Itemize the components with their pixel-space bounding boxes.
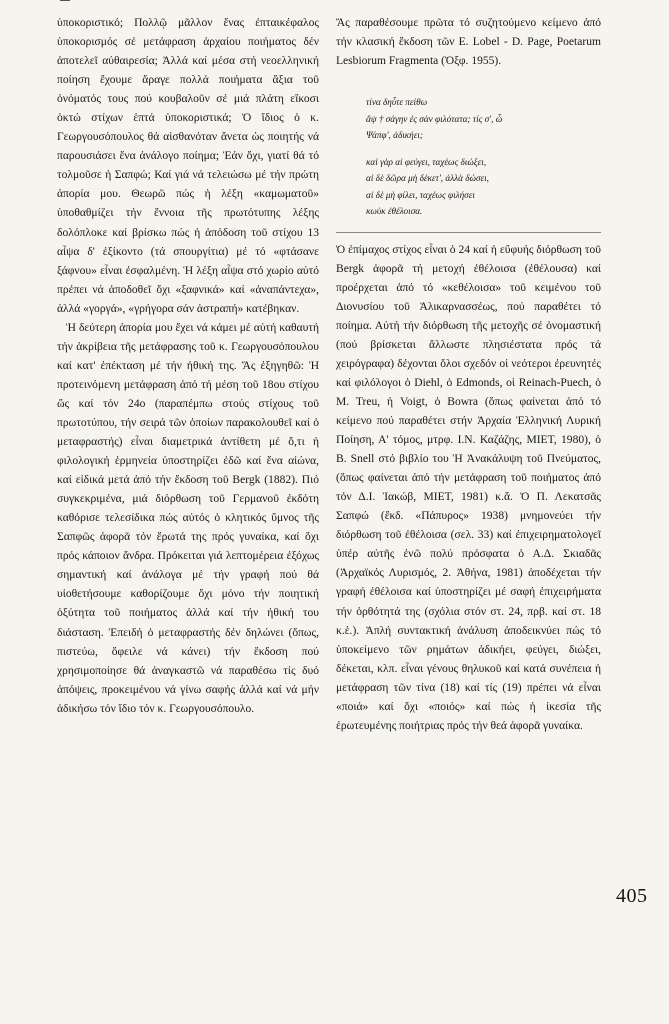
left-paragraph-2: Ἡ δεύτερη ἀπορία μου ἔχει νά κάμει μέ αὐτή καθαυτή τήν ἀκρίβεια τῆς μετάφρασης τοῦ κ. Γεωργουσόπουλου καί κατ' ἐπέκταση μέ τήν ἠθική της. Ἄς ἐξηγηθῶ: Ἡ προτεινόμενη μετάφραση ἀπό τή μέση τοῦ 18ου στίχου ὥς καί τόν 24ο (παραπέμπω στούς στίχους τοῦ πρωτοτύπου, τήν σειρά τῶν ὁποίων παρακολουθεῖ καί ὁ μεταφραστής) εἶναι διαμετρικά ἀντίθετη μέ ὅ,τι ἡ φιλολογική ἑρμηνεία ὑποστηρίζει ἐδῶ καί ἕνα αἰώνα, καί εἰδικά μετά ἀπό τήν ἔκδοση τοῦ Bergk (1882). Πιό συγκεκριμένα, μιά διόρθωση τοῦ Γερμανοῦ ἐκδότη καθόρισε τελεσίδικα πώς αὐτός ὁ κλητικός ὕμνος τῆς Σαπφῶς ἀφορᾶ τόν ἔρωτά της πρός γυναίκα, καί ὄχι πρός κάποιον ἄνδρα. Πρόκειται γιά λεπτομέρεια ἐξόχως σημαντική καί ἀνάλογα μέ τήν γραφή πού θά υἱοθετήσουμε καθορίζουμε ὄχι μόνο τήν ποιητική ὀξύτητα τοῦ ποιήματος ἀλλά καί τήν ἠθική του διάσταση. Ἐπειδή ὁ μεταφραστής δέν δηλώνει (ὅπως, πιστεύω, ὄφειλε νά κάνει) τήν ἔκδοση πού χρησιμοποίησε θά ἀναγκαστῶ νά παραθέσω τίς δυό ἀπόψεις, προκειμένου νά γίνω σαφής ἀλλά καί νά μήν ἀδικήσω τόν ἴδιο τόν κ. Γεωργουσόπουλο. [57, 321, 319, 715]
quote-line: αἰ δὲ δῶρα μὴ δέκετ', ἀλλὰ δώσει, [366, 173, 489, 184]
left-paragraph-1: ὑποκοριστικό; Πολλῷ μᾶλλον ἕνας ἐπταικέφαλος ὑποκορισμός σέ μετάφραση ἀρχαίου ποιήματος δέν ἀποτελεῖ αὐθαιρεσία; Ἀλλά καί μέσα στή νεοελληνική ποίηση ἔχουμε ἄραγε πολλά ποιήματα ἄξια τοῦ ὀνόματός τους πού κουβαλοῦν σέ μιά πλάτη εἴκοσι ὀκτώ στίχων ἑπτά ὑποκοριστικά; Ὁ ἴδιος ὁ κ. Γεωργουσόπουλος θά αἰσθανόταν ἄνετα ὡς ποιητής νά παρουσιάσει ἕνα ἀνάλογο ποίημα; Ἐάν ὄχι, γιατί θά τό τολμοῦσε ἡ Σαπφώ; Καί γιά νά τελειώσω μέ τήν πρώτη ἀπορία μου. Θεωρῶ πώς ἡ λέξη «καμωματοῦ» ὑποθαθμίζει τήν ἔννοια τῆς πρωτότυπης λέξης δολόπλοκε καί βρίσκω πώς ἡ ἀπόδοση τοῦ στίχου 13 αἶψα δ' ἐξίκοντο (τά σπουργίτια) μέ τό «φτάσανε ξάφνου» εἶναι ἐσφαλμένη. Ἡ λέξη αἶψα στό χωρίο αὐτό πρέπει νά ἀποδοθεῖ ὄχι «ξαφνικά» καί «ἀναπάντεχα», ἀλλά «γοργά», «γρήγορα σάν ἀστραπή» κατέβηκαν. [57, 17, 319, 315]
quote-line: καὶ γὰρ αἰ φεύγει, ταχέως διώξει, [366, 156, 487, 167]
quote-stanza-2 [366, 154, 601, 220]
right-column [336, 14, 601, 1006]
quote-line: ἄψ † σάγην ἐς σὰν φιλότατα; τίς σ', ὦ [366, 113, 503, 124]
quote-line: αἰ δὲ μὴ φίλει, ταχέως φιλήσει [366, 189, 475, 200]
quote-stanza-1 [366, 94, 601, 144]
page-number: 405 [616, 885, 648, 907]
quote-line: Ψάπφ', ἀδικήει; [366, 130, 423, 141]
quote-line: κωὐκ ἐθέλοισα. [366, 206, 423, 217]
left-column [57, 14, 319, 1006]
quote-line: τίνα δηὖτε πείθω [366, 97, 428, 108]
sappho-quotation [336, 82, 601, 233]
top-mark [60, 0, 70, 7]
right-body: Ὁ ἐπίμαχος στίχος εἶναι ὁ 24 καί ἡ εὔφυής διόρθωση τοῦ Bergk ἀφορᾶ τή μετοχή ἐθέλοισα (ἐθέλουσα) καί προέρχεται ἀπό τό «κεθέλοισα» τοῦ κειμένου τοῦ Διονυσίου τοῦ Ἁλικαρνασσέως, πού παραθέτει τό ποίημα. Αὐτή τήν διόρθωση τῆς μετοχῆς σέ ὀνομαστική (πού βρίσκεται ἄλλωστε πλησιέστατα πρός τά χειρόγραφα) δέχονται ὅλοι σχεδόν οἱ νεότεροι ἐρευνητές καί φιλόλογοι ὁ Diehl, ὁ Edmonds, οἱ Reinach-Puech, ὁ M. Treu, ἡ Voigt, ὁ Bowra (ὅπως φαίνεται ἀπό τό κείμενο πού παραθέτει στήν Ἀρχαία Ἑλληνική Λυρική Ποίηση, Α' τόμος, μτρφ. Ι.Ν. Καζάζης, ΜΙΕΤ, 1980), ὁ B. Snell στό βιβλίο του Ἡ Ἀνακάλυψη τοῦ Πνεύματος, (ὅπως φαίνεται ἀπό τήν μετάφραση τοῦ ποιήματος ἀπό τόν Δ.Ι. Ἰακώβ, ΜΙΕΤ, 1981) κ.ἄ. Ὁ Π. Λεκατσᾶς Σαπφώ (ἔκδ. «Πάπυρος» 1938) μνημονεύει τήν διόρθωση τοῦ ἐθέλοισα (σελ. 33) καί ἐπιχειρηματολογεῖ ὑπέρ αὐτῆς ἐνῶ πολύ πρόσφατα ὁ Α.Δ. Σκιαδᾶς (Ἀρχαϊκός Λυρισμός, 2. Ἀθήνα, 1981) ἀποδέχεται τήν γραφή ἐθέλοισα καί ὑποστηρίζει μέ σαφή ἐπιχειρήματα τήν ὀρθότητά της (σχόλια στόν στ. 24, πρβ. καί στ. 18 κ.ἑ.). Ἁπλή συντακτική ἀνάλυση ἀποδεικνύει πώς τό ὑποκείμενο τῶν ρημάτων ἀδικήει, φεύγει, διώξει, δέκεται, κλπ. εἶναι γένους θηλυκοῦ καί κατά συνέπεια ἡ μετάφραση τῶν τίνα (18) καί τίς (19) πρέπει νά εἶναι «ποιά» καί ὄχι «ποιός» καί πώς ἡ ἱκεσία τῆς ἐρωτευμένης ποιήτριας πρός τήν θεά ἀφορᾶ γυναίκα. [336, 243, 601, 732]
right-intro: Ἄς παραθέσουμε πρῶτα τό συζητούμενο κείμενο ἀπό τήν κλασική ἔκδοση τῶν E. Lobel - D. Page, Poetarum Lesbiorum Fragmenta (Ὀξφ. 1955). [336, 17, 601, 68]
